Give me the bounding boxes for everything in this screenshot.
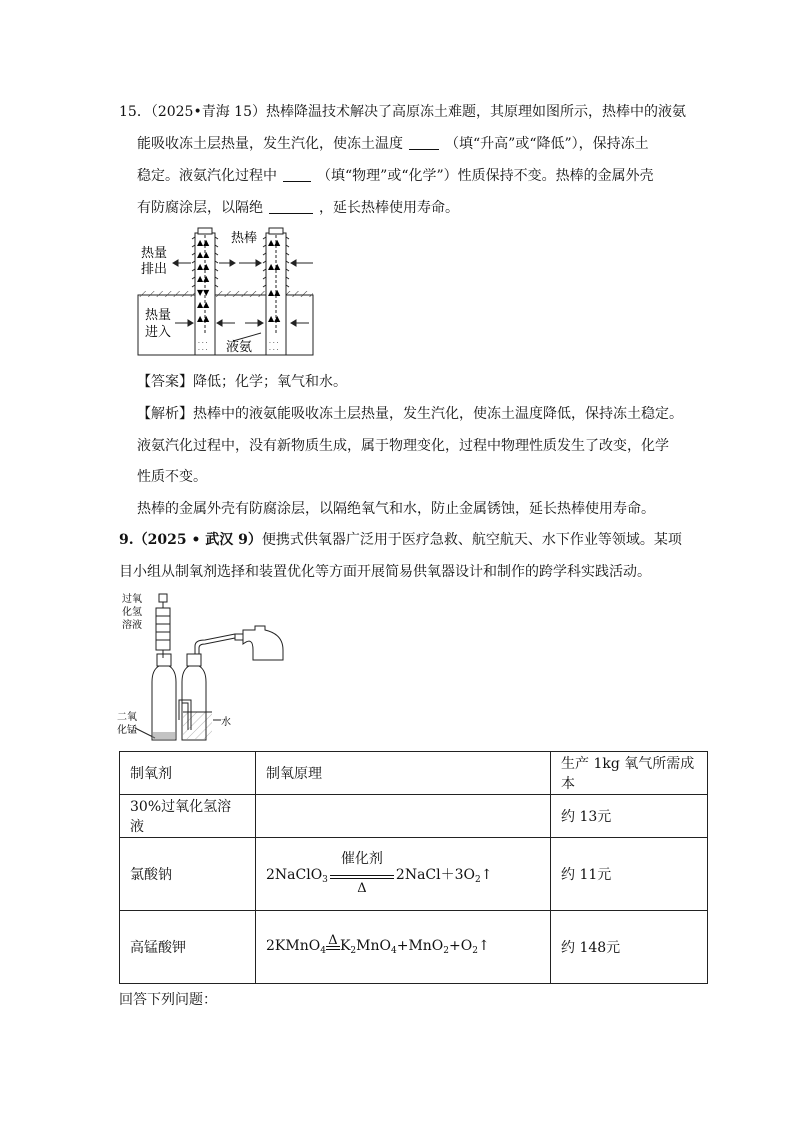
q15-text-4a: 有防腐涂层，以隔绝: [137, 200, 263, 216]
label-water: 水: [221, 717, 231, 728]
q9-line-2: 目小组从制氧剂选择和装置优化等方面开展简易供氧器设计和制作的跨学科实践活动。: [119, 564, 651, 580]
table-cell-principle: [256, 911, 551, 984]
oxygen-mask: [243, 626, 283, 660]
ground-hatch-right: [285, 291, 313, 297]
eq-product: +O: [449, 938, 473, 954]
q15-text-3b: （填“物理”或“化学”）性质保持不变。热棒的金属外壳: [317, 168, 654, 184]
svg-text:▲▲: ▲▲: [197, 238, 210, 247]
svg-text:▲▲: ▲▲: [268, 262, 281, 271]
table-row: [120, 911, 708, 984]
label-rod: 热棒: [231, 231, 258, 246]
q15-blank-3[interactable]: [269, 199, 313, 214]
eq-lhs: 2NaClO: [266, 866, 323, 883]
label-heat-out-1: 热量: [141, 246, 168, 261]
equation-naclo3: [266, 850, 493, 896]
label-mno2-1: 二氧: [117, 712, 137, 723]
heat-rod-figure: [135, 225, 325, 360]
eq-sub: 2: [472, 946, 478, 956]
svg-text:▲▲: ▲▲: [197, 300, 210, 309]
q9-number: 9.: [119, 532, 134, 548]
eq-heat: Δ: [328, 933, 338, 948]
eq-condition: [330, 850, 394, 896]
q9-source: （2025 • 武汉 9）: [133, 532, 262, 548]
label-ammonia: 液氨: [226, 340, 253, 355]
table-row: [120, 795, 708, 838]
svg-text:▼▼: ▼▼: [197, 288, 210, 297]
q9-line-1: [119, 530, 682, 550]
table-cell-cost: 约 148元: [551, 911, 708, 984]
svg-text:▲▲: ▲▲: [197, 262, 210, 271]
q15-analysis-4: 热棒的金属外壳有防腐涂层，以隔绝氧气和水，防止金属锈蚀，延长热棒使用寿命。: [137, 501, 655, 517]
eq-sub: 4: [390, 946, 397, 956]
q15-analysis-2: 液氨汽化过程中，没有新物质生成，属于物理变化，过程中物理性质发生了改变，化学: [137, 438, 669, 454]
q15-text-1: 热棒降温技术解决了高原冻土难题，其原理如图所示，热棒中的液氨: [265, 104, 686, 120]
gas-arrow: ↑: [477, 938, 490, 954]
q15-line-3: [137, 166, 654, 186]
table-header-row: [120, 752, 708, 795]
label-heat-in-2: 进入: [145, 325, 172, 340]
oxygen-apparatus-figure: [115, 590, 305, 745]
svg-text:· · ·: · · ·: [269, 340, 279, 347]
heat-rod-2: [263, 228, 289, 355]
q15-analysis-1: [137, 404, 683, 424]
analysis-text-1: 热棒中的液氨能吸收冻土层热量，发生汽化，使冻土温度降低，保持冻土稳定。: [193, 406, 683, 422]
syringe-plunger-top: [159, 594, 167, 602]
eq-sub: 3: [322, 874, 328, 885]
eq-product: +MnO: [396, 938, 444, 954]
svg-text:▲▲: ▲▲: [268, 314, 281, 323]
eq-rhs: 2NaCl＋3O: [395, 866, 475, 883]
heat-rod-1: [192, 228, 218, 355]
q9-text-1: 便携式供氧器广泛用于医疗急救、航空航天、水下作业等领域。某项: [261, 532, 682, 548]
table-cell-agent: 高锰酸钾: [120, 911, 256, 984]
q15-blank-1[interactable]: [409, 135, 439, 150]
table-row: [120, 838, 708, 911]
answer-tag: 【答案】: [137, 374, 193, 390]
label-h2o2-2: 化氢: [122, 607, 142, 618]
label-h2o2-1: 过氧: [122, 594, 142, 605]
table-cell-cost: 约 13元: [551, 795, 708, 838]
answer-text: 降低；化学；氧气和水。: [193, 374, 347, 390]
eq-condition: [326, 933, 340, 950]
eq-sub: 2: [474, 874, 481, 885]
bottle1-body: [152, 666, 176, 740]
q15-text-3a: 稳定。液氨汽化过程中: [137, 168, 277, 184]
table-cell-agent: 氯酸钠: [120, 838, 256, 911]
table-cell-cost: 约 11元: [551, 838, 708, 911]
eq-catalyst: 催化剂: [340, 850, 383, 867]
svg-text:▲▲: ▲▲: [197, 274, 210, 283]
eq-product: K: [339, 938, 351, 954]
q15-line-2: [137, 134, 649, 154]
svg-text:· · ·: · · ·: [269, 347, 279, 354]
table-header-cell: 制氧原理: [256, 752, 551, 795]
table-cell-principle: [256, 795, 551, 838]
gas-arrow: ↑: [480, 866, 493, 883]
eq-sub: 2: [443, 946, 450, 956]
syringe-barrel: [156, 608, 170, 650]
ground-hatch-mid: [215, 291, 265, 297]
q15-blank-2[interactable]: [283, 167, 311, 182]
svg-text:· · ·: · · ·: [198, 347, 208, 354]
q15-source: （2025•青海 15）: [150, 104, 266, 120]
q15-text-2b: （填“升高”或“降低”），保持冻土: [445, 136, 649, 152]
eq-sub: 4: [320, 946, 326, 956]
table-header-cell: 制氧剂: [120, 752, 256, 795]
bottle1-cap: [157, 654, 171, 666]
q9-footer: 回答下列问题：: [119, 992, 217, 1008]
label-heat-out-2: 排出: [141, 262, 168, 277]
ground-hatch-left: [138, 291, 195, 297]
table-cell-principle: [256, 838, 551, 911]
table-cell-agent: 30%过氧化氢溶液: [120, 795, 256, 838]
q15-number: 15．: [119, 104, 151, 120]
q15-text-2a: 能吸收冻土层热量，发生汽化，使冻土温度: [137, 136, 403, 152]
q15-line-1: [119, 102, 686, 122]
svg-text:▲▲: ▲▲: [197, 314, 210, 323]
label-h2o2-3: 溶液: [122, 620, 142, 631]
oxygen-agent-table: [119, 751, 708, 984]
analysis-tag: 【解析】: [137, 406, 193, 422]
equation-kmno4: [266, 933, 490, 956]
svg-text:▲▲: ▲▲: [268, 238, 281, 247]
svg-text:▲▲: ▲▲: [197, 250, 210, 259]
bottle2-cap: [187, 654, 201, 666]
label-mno2-2: 化锰: [117, 725, 137, 736]
table-header-cell: 生产 1kg 氧气所需成本: [551, 752, 708, 795]
eq-lhs: 2KMnO: [266, 938, 321, 954]
eq-sub: 2: [350, 946, 357, 956]
q15-text-4b: ，延长热棒使用寿命。: [319, 200, 459, 216]
svg-text:· · ·: · · ·: [198, 340, 208, 347]
eq-product: MnO: [356, 938, 391, 954]
svg-text:▲▲: ▲▲: [268, 288, 281, 297]
label-heat-in-1: 热量: [145, 308, 172, 323]
heat-flow-arrows: [173, 260, 313, 341]
q15-line-4: [137, 198, 459, 218]
q15-answer: [137, 372, 347, 392]
eq-heat: Δ: [357, 880, 367, 896]
q15-analysis-3: 性质不变。: [137, 469, 207, 485]
